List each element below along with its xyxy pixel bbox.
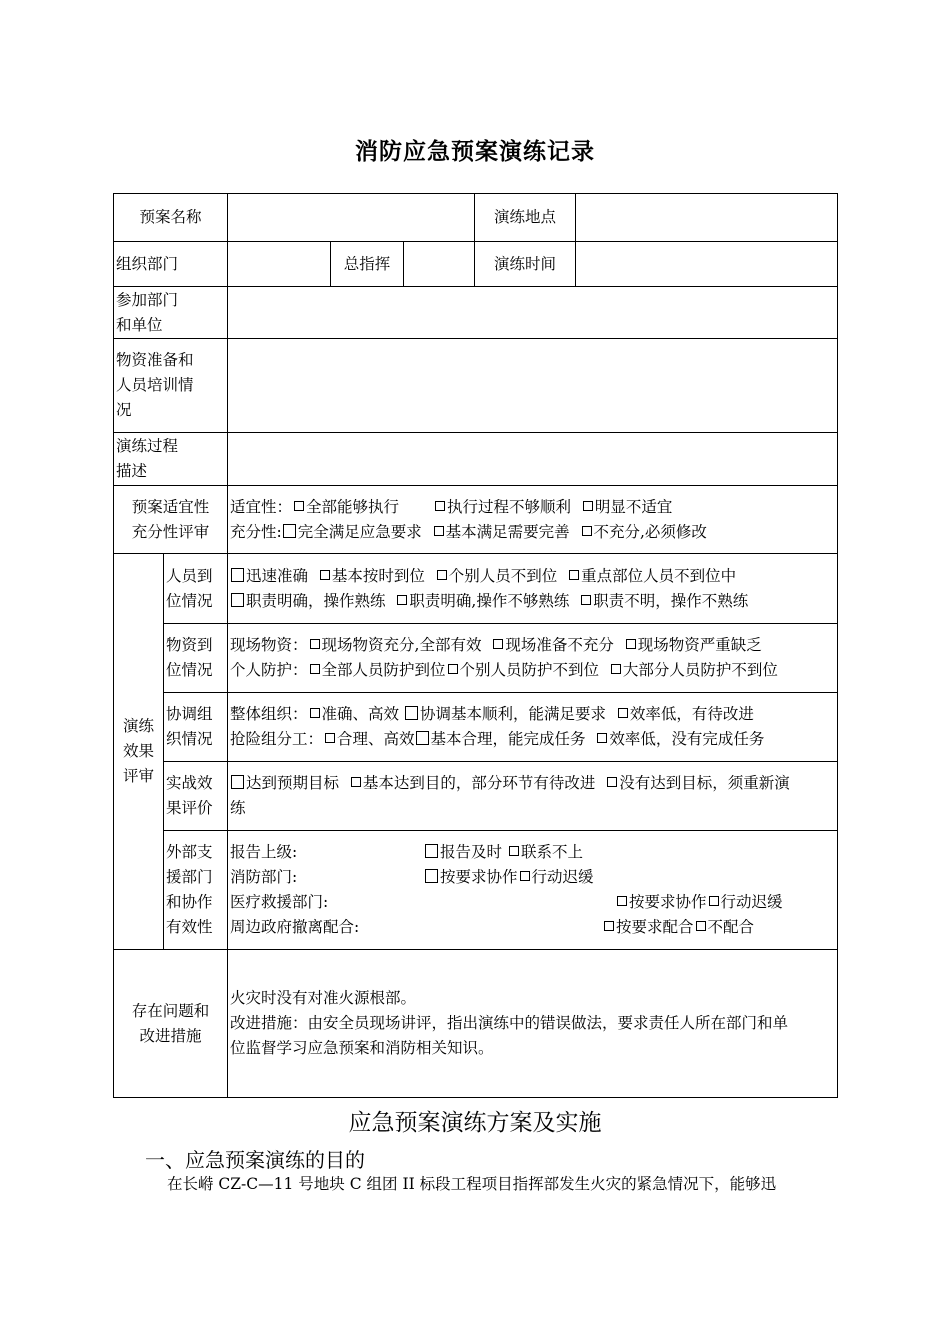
personnel-label: 人员到 位情况 — [164, 554, 228, 624]
materials-training-value[interactable] — [228, 339, 838, 433]
suitability-label: 预案适宜性 充分性评审 — [114, 486, 228, 554]
plan-name-label: 预案名称 — [114, 194, 228, 242]
checkbox[interactable] — [696, 921, 706, 931]
row-organization — [114, 242, 838, 287]
checkbox[interactable] — [231, 568, 244, 582]
checkbox[interactable] — [569, 570, 579, 580]
section-heading: 一、应急预案演练的目的 — [145, 1148, 365, 1172]
time-label: 演练时间 — [475, 242, 576, 287]
participants-value[interactable] — [228, 287, 838, 339]
row-plan-name — [114, 194, 838, 242]
row-combat — [114, 762, 838, 831]
checkbox[interactable] — [325, 733, 335, 743]
checkbox[interactable] — [283, 524, 296, 538]
checkbox[interactable] — [583, 501, 593, 511]
checkbox[interactable] — [231, 775, 244, 789]
combat-value: 达到预期目标 基本达到目的，部分环节有待改进 没有达到目标，须重新演 练 — [228, 762, 838, 831]
issues-label: 存在问题和 改进措施 — [114, 950, 228, 1098]
checkbox[interactable] — [611, 664, 621, 674]
process-label: 演练过程 描述 — [114, 433, 228, 486]
personnel-value: 迅速准确 基本按时到位 个别人员不到位 重点部位人员不到位中 职责明确，操作熟练 职责明确,操作不够熟练 职责不明，操作不熟练 — [228, 554, 838, 624]
section-paragraph: 在长崻 CZ-C—11 号地块 C 组团 II 标段工程项目指挥部发生火灾的紧急情况下，能够迅 — [167, 1175, 777, 1193]
effect-review-label: 演练 效果 评审 — [114, 554, 164, 950]
commander-label: 总指挥 — [331, 242, 404, 287]
time-value[interactable] — [576, 242, 838, 287]
process-value[interactable] — [228, 433, 838, 486]
checkbox[interactable] — [310, 639, 320, 649]
checkbox[interactable] — [520, 871, 530, 881]
org-label: 组织部门 — [114, 242, 228, 287]
row-materials-training — [114, 339, 838, 433]
row-process — [114, 433, 838, 486]
org-value[interactable] — [228, 242, 331, 287]
checkbox[interactable] — [709, 896, 719, 906]
row-materials — [114, 624, 838, 693]
location-label: 演练地点 — [475, 194, 576, 242]
checkbox[interactable] — [626, 639, 636, 649]
materials-value: 现场物资： 现场物资充分,全部有效 现场准备不充分 现场物资严重缺乏 个人防护： 全部人员防护到位 个别人员防护不到位 大部分人员防护不到位 — [228, 624, 838, 693]
checkbox[interactable] — [435, 501, 445, 511]
checkbox[interactable] — [493, 639, 503, 649]
checkbox[interactable] — [320, 570, 330, 580]
page-title: 消防应急预案演练记录 — [355, 139, 595, 165]
checkbox[interactable] — [604, 921, 614, 931]
checkbox[interactable] — [351, 777, 361, 787]
suitability-value: 适宜性： 全部能够执行 执行过程不够顺利 明显不适宜 充分性: 完全满足应急要求 基本满足需要完善 不充分,必须修改 — [228, 486, 838, 554]
checkbox[interactable] — [397, 595, 407, 605]
checkbox[interactable] — [416, 731, 429, 745]
combat-label: 实战效 果评价 — [164, 762, 228, 831]
checkbox[interactable] — [405, 706, 418, 720]
materials-label: 物资到 位情况 — [164, 624, 228, 693]
drill-record-table — [113, 193, 838, 1098]
checkbox[interactable] — [581, 595, 591, 605]
location-value[interactable] — [576, 194, 838, 242]
row-personnel — [114, 554, 838, 624]
row-suitability — [114, 486, 838, 554]
checkbox[interactable] — [607, 777, 617, 787]
checkbox[interactable] — [509, 846, 519, 856]
row-issues — [114, 950, 838, 1098]
row-participants — [114, 287, 838, 339]
checkbox[interactable] — [425, 844, 438, 858]
commander-value[interactable] — [404, 242, 475, 287]
checkbox[interactable] — [618, 708, 628, 718]
issues-value: 火灾时没有对准火源根部。 改进措施：由安全员现场讲评，指出演练中的错误做法，要求责任人所在部门和单 位监督学习应急预案和消防相关知识。 — [228, 950, 838, 1098]
external-label: 外部支 援部门 和协作 有效性 — [164, 831, 228, 950]
row-coordination — [114, 693, 838, 762]
checkbox[interactable] — [231, 593, 244, 607]
row-external — [114, 831, 838, 950]
checkbox[interactable] — [448, 664, 458, 674]
checkbox[interactable] — [437, 570, 447, 580]
external-value: 报告上级: 报告及时 联系不上 消防部门: 按要求协作 行动迟缓 医疗救援部门: 按要求协作 行动迟缓 周边政府撤离配合: 按要求配合 不配合 — [228, 831, 838, 950]
checkbox[interactable] — [310, 708, 320, 718]
participants-label: 参加部门 和单位 — [114, 287, 228, 339]
checkbox[interactable] — [310, 664, 320, 674]
coordination-value: 整体组织： 准确、高效 协调基本顺利，能满足要求 效率低，有待改进 抢险组分工： 合理、高效 基本合理，能完成任务 效率低，没有完成任务 — [228, 693, 838, 762]
checkbox[interactable] — [582, 526, 592, 536]
checkbox[interactable] — [597, 733, 607, 743]
checkbox[interactable] — [294, 501, 304, 511]
materials-training-label: 物资准备和 人员培训情 况 — [114, 339, 228, 433]
checkbox[interactable] — [425, 869, 438, 883]
checkbox[interactable] — [617, 896, 627, 906]
plan-name-value[interactable] — [228, 194, 475, 242]
section-title: 应急预案演练方案及实施 — [348, 1110, 602, 1136]
checkbox[interactable] — [434, 526, 444, 536]
coordination-label: 协调组 织情况 — [164, 693, 228, 762]
